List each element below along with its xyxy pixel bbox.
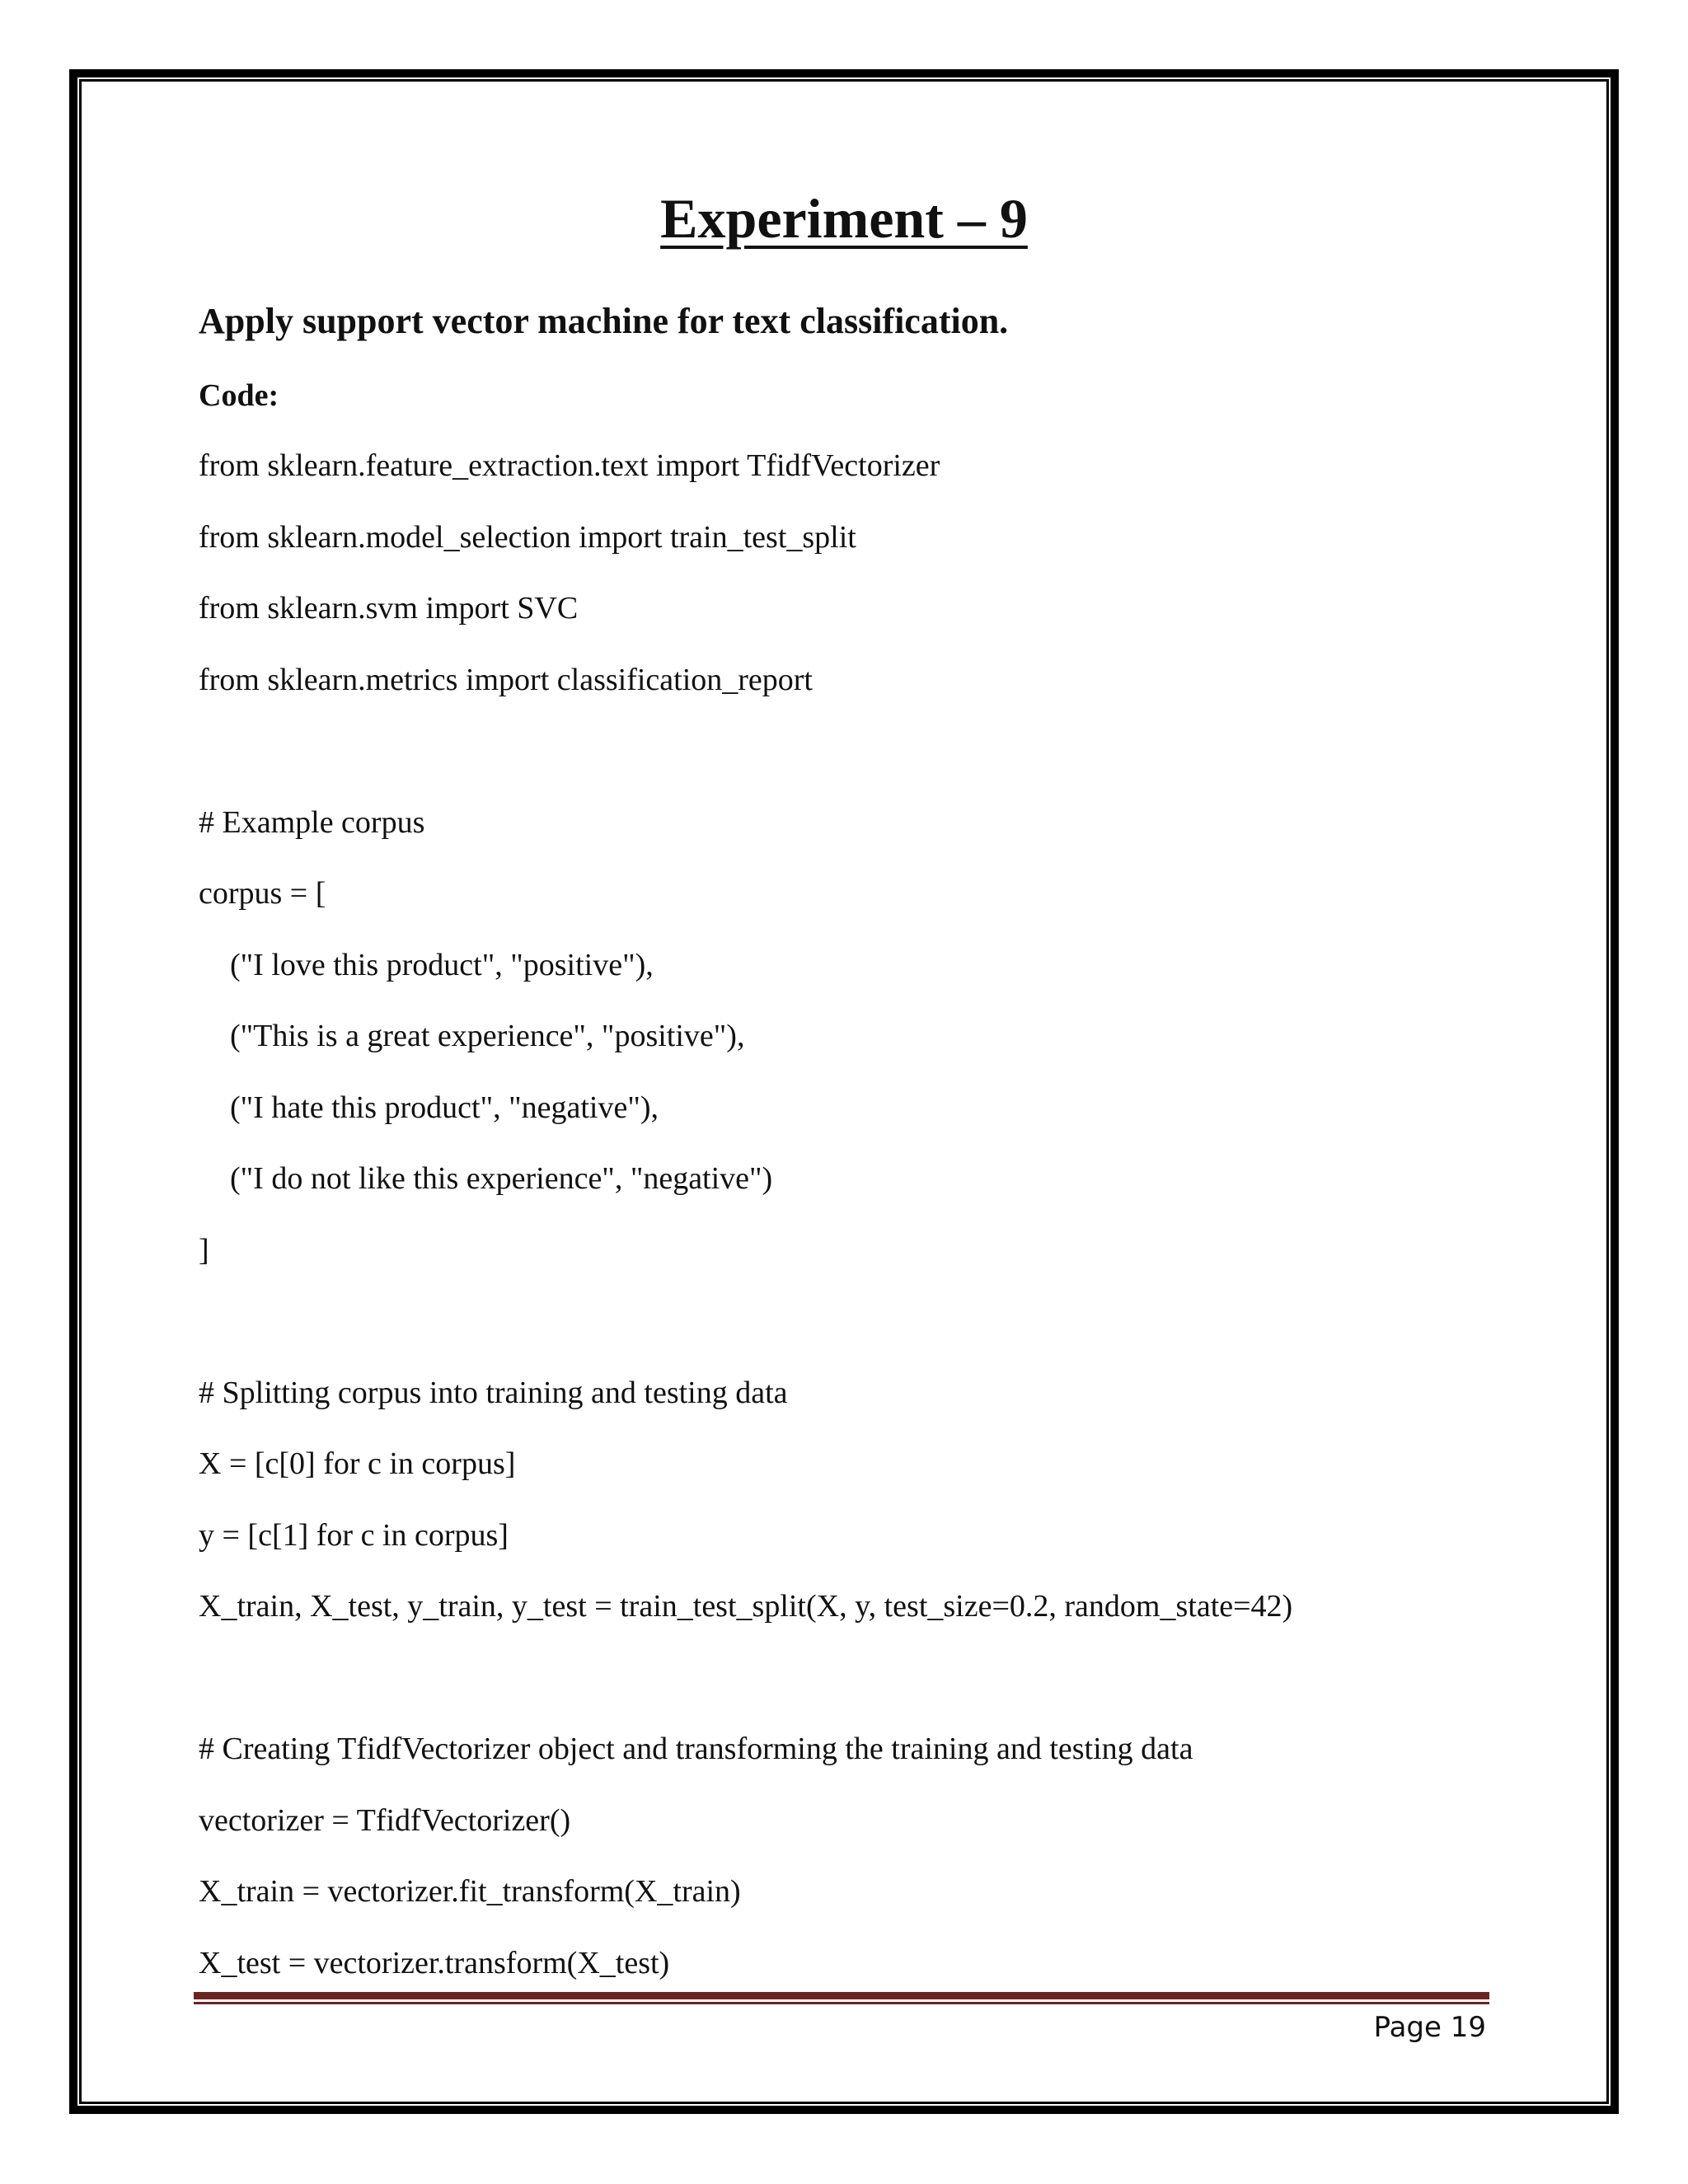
code-line: X_test = vectorizer.transform(X_test) [199, 1945, 670, 1980]
code-line: from sklearn.model_selection import train_test_split [199, 519, 856, 555]
code-line: ("I love this product", "positive"), [199, 947, 654, 982]
code-line: X_train, X_test, y_train, y_test = train_test_split(X, y, test_size=0.2, random_state=42) [199, 1589, 1293, 1624]
experiment-title-text: Experiment – 9 [660, 187, 1028, 250]
code-comment: # Splitting corpus into training and testing data [199, 1375, 788, 1410]
code-line: ("I do not like this experience", "negative") [199, 1161, 773, 1196]
code-comment: # Creating TfidfVectorizer object and transforming the training and testing data [199, 1732, 1193, 1766]
code-line: ] [199, 1232, 209, 1268]
experiment-title [0, 188, 1688, 250]
code-line: X_train = vectorizer.fit_transform(X_train) [199, 1874, 741, 1909]
code-label: Code: [199, 378, 279, 413]
code-line: from sklearn.feature_extraction.text import TfidfVectorizer [199, 448, 940, 483]
code-line: X = [c[0] for c in corpus] [199, 1446, 516, 1481]
code-line: ("I hate this product", "negative"), [199, 1090, 659, 1125]
footer-rule [194, 1992, 1489, 1999]
code-line: corpus = [ [199, 876, 326, 911]
code-comment: # Example corpus [199, 804, 425, 840]
code-line: from sklearn.metrics import classification_report [199, 662, 813, 697]
code-block [199, 443, 1292, 2011]
page-number: Page 19 [1373, 2011, 1486, 2044]
code-line-blank [199, 728, 1292, 799]
code-line: ("This is a great experience", "positive"), [199, 1019, 745, 1053]
code-line: from sklearn.svm import SVC [199, 591, 579, 626]
code-line: vectorizer = TfidfVectorizer() [199, 1802, 571, 1838]
code-line-blank [199, 1298, 1292, 1370]
code-line: y = [c[1] for c in corpus] [199, 1517, 509, 1553]
experiment-aim: Apply support vector machine for text classification. [199, 301, 1009, 341]
footer-rule-secondary [194, 2002, 1489, 2004]
code-line-blank [199, 1655, 1292, 1727]
